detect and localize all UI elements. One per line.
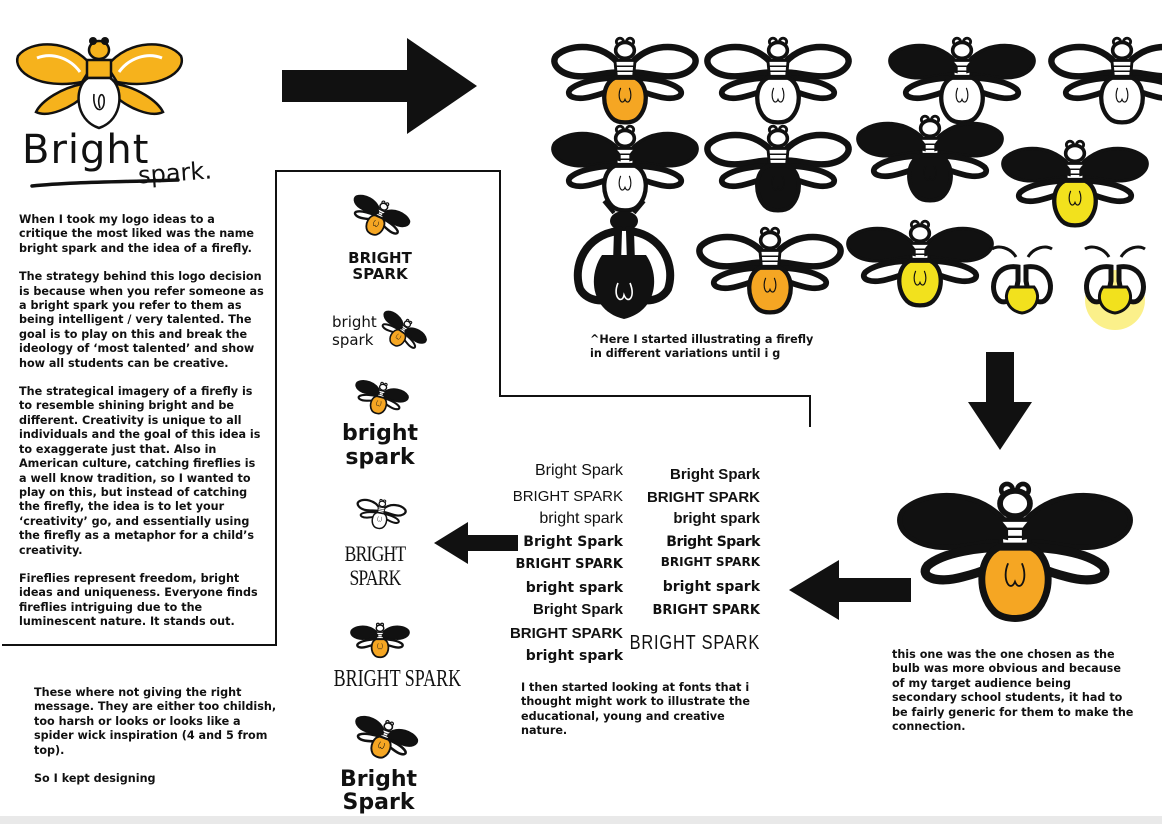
mockup-3-line2: spark: [345, 445, 415, 470]
caption-rejected: [34, 686, 284, 786]
caption-fonts: I then started looking at fonts that i thought might work to illustrate the educational, young and creative nature.: [521, 681, 754, 738]
mockup-2-line1: bright: [332, 313, 377, 331]
mockup-5-firefly-icon: [350, 612, 410, 666]
intro-text: [19, 213, 268, 630]
mockup-2-firefly-icon: [378, 306, 428, 358]
mockup-6-text: [326, 768, 431, 814]
mockup-5-text: BRIGHT SPARK: [333, 666, 462, 692]
arrow-right-icon: [282, 38, 482, 134]
firefly-icon: [707, 38, 848, 122]
sketch-title-line2: spark.: [137, 156, 213, 190]
firefly-icon: [849, 221, 990, 305]
mockup-6-firefly-icon: [350, 708, 420, 768]
firefly-icon: [1051, 38, 1162, 122]
chosen-firefly-icon: [885, 478, 1145, 638]
mockup-1-firefly-icon: [350, 188, 410, 246]
mockup-3-line1: bright: [341, 421, 419, 446]
sketch-firefly-icon: [12, 38, 187, 133]
mockup-3-firefly-icon: [352, 372, 410, 422]
frame-line-bottom-left: [2, 644, 277, 646]
font-sample-right-1: Bright Spark: [669, 466, 760, 483]
caption-rejected-p2: So I kept designing: [34, 772, 156, 786]
font-sample-right-7: BRIGHT SPARK: [652, 603, 760, 618]
mockup-2-line2: spark: [332, 331, 374, 349]
font-sample-right-2: BRIGHT SPARK: [646, 489, 760, 506]
firefly-icon: [707, 126, 848, 210]
mockup-4-text: [343, 542, 407, 590]
sketch-underline: [30, 178, 180, 190]
font-sample-right-3: bright spark: [673, 510, 760, 527]
frame-line-vertical-right: [809, 395, 811, 427]
font-sample-left-6: bright spark: [525, 580, 623, 596]
sketch-title-line1: Bright: [22, 127, 150, 173]
font-sample-left-2: BRIGHT SPARK: [512, 488, 623, 505]
firefly-icon: [859, 116, 1000, 200]
firefly-icon: [699, 228, 840, 312]
font-sample-left-9: bright spark: [525, 648, 623, 664]
arrow-down-icon: [968, 352, 1032, 450]
mockup-2-text: [332, 313, 377, 349]
font-sample-left-7: Bright Spark: [532, 601, 623, 618]
frame-line-mid: [499, 395, 811, 397]
frame-line-vertical-mid: [499, 170, 501, 396]
caption-variations: ^Here I started illustrating a firefly in different variations until i g: [590, 333, 818, 361]
font-sample-right-5: BRIGHT SPARK: [660, 555, 760, 569]
font-sample-left-3: bright spark: [539, 510, 623, 527]
font-samples: [495, 460, 765, 670]
firefly-beetle-icon: [578, 201, 670, 319]
font-sample-right-8: BRIGHT SPARK: [629, 632, 760, 654]
mockup-6-line2: Spark: [342, 790, 415, 815]
font-sample-left-5: BRIGHT SPARK: [515, 557, 623, 572]
firefly-icon: [1004, 141, 1145, 225]
caption-chosen: this one was the one chosen as the bulb was more obvious and because of my target audience being secondary school students, it had to be fairly generic for them to make the connection.: [892, 648, 1138, 734]
font-sample-right-4: Bright Spark: [666, 534, 760, 550]
frame-line-top: [275, 170, 501, 172]
mockup-4-line1: BRIGHT: [344, 541, 406, 566]
intro-paragraph-1: When I took my logo ideas to a critique the most liked was the name bright spark and the idea of a firefly.: [19, 213, 258, 255]
caption-rejected-p1: These where not giving the right message. They are either too childish, too harsh or looks or looks like a spider wick inspiration (4 and 5 from top).: [34, 686, 281, 757]
firefly-icon: [554, 126, 695, 210]
mockup-4-line2: SPARK: [349, 565, 401, 590]
firefly-icon: [554, 38, 695, 122]
font-sample-right-6: bright spark: [662, 579, 760, 595]
mockup-3-text: [330, 422, 430, 470]
mockup-1-text: [340, 250, 420, 282]
firefly-icon: [891, 38, 1032, 122]
intro-paragraph-4: Fireflies represent freedom, bright ideas and uniqueness. Everyone finds fireflies intriguing due to the luminescent nature. It stands out.: [19, 571, 262, 629]
font-sample-left-8: BRIGHT SPARK: [509, 625, 623, 642]
mockup-6-line1: Bright: [339, 767, 418, 792]
firefly-variations-grid: [540, 25, 1130, 345]
mockup-1-line2: SPARK: [352, 265, 408, 283]
intro-paragraph-3: The strategical imagery of a firefly is to resemble shining bright and be different. Creativity is unique to all individuals and the goal of this idea is to exaggerate just that. Also in American culture, catching fireflies is a well know tradition, so I wanted to play on this, but instead of catching the firefly, the idea is to let your ‘creativity’ go, and essentially using the firefly as a metaphor for a child’s creativity.: [19, 385, 265, 557]
firefly-round-icon: [992, 247, 1052, 313]
mockup-1-line1: BRIGHT: [348, 249, 412, 267]
intro-paragraph-2: The strategy behind this logo decision is because when you refer someone as a bright spark you refer to them as being intelligent / very talented. The goal is to play on this and break the ideology of ‘most talented’ and show how all students can be creative.: [19, 270, 268, 370]
mockup-4-firefly-icon: [356, 490, 406, 536]
font-sample-left-1: Bright Spark: [534, 462, 623, 479]
frame-line-vertical-left: [275, 170, 277, 646]
font-sample-left-4: Bright Spark: [523, 534, 623, 550]
page-bottom-bar: [0, 816, 1162, 824]
